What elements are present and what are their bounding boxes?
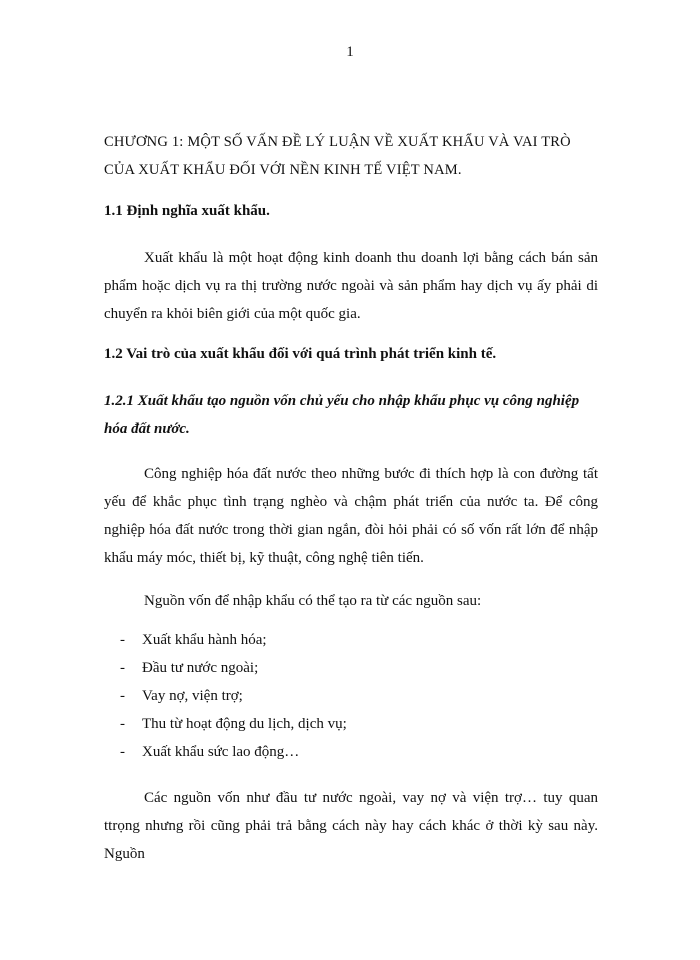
list-item <box>104 710 347 738</box>
capital-sources-intro: Nguồn vốn để nhập khẩu có thể tạo ra từ các nguồn sau: <box>144 593 482 609</box>
page-number: 1 <box>346 44 354 60</box>
section-heading-1-1: 1.1 Định nghĩa xuất khẩu. <box>104 203 270 219</box>
section-heading-1-2: 1.2 Vai trò của xuất khẩu đối với quá trình phát triển kinh tế. <box>104 346 497 362</box>
list-item <box>104 654 347 682</box>
list-item-text: Thu từ hoạt động du lịch, dịch vụ; <box>142 716 347 732</box>
list-item-text: Xuất khẩu hành hóa; <box>142 632 267 648</box>
bullet-dash: - <box>120 716 125 732</box>
bullet-dash: - <box>120 744 125 760</box>
list-item <box>104 626 347 654</box>
industrialization-paragraph: Công nghiệp hóa đất nước theo những bước đi thích hợp là con đường tất yếu để khắc phục tình trạng nghèo và chậm phát triển của nước ta. Để công nghiệp hóa đất nước trong thời gian ngắn, đòi hỏi phải có số vốn rất lớn để nhập khẩu máy móc, thiết bị, kỹ thuật, công nghệ tiên tiến. <box>104 466 598 566</box>
list-item-text: Đầu tư nước ngoài; <box>142 660 259 676</box>
list-item-text: Xuất khẩu sức lao động… <box>142 744 300 760</box>
bullet-dash: - <box>120 660 125 676</box>
capital-sources-list <box>104 626 347 766</box>
list-item <box>104 738 347 766</box>
list-item <box>104 682 347 710</box>
list-item-text: Vay nợ, viện trợ; <box>142 688 243 704</box>
foreign-capital-paragraph: Các nguồn vốn như đầu tư nước ngoài, vay nợ và viện trợ… tuy quan ttrọng nhưng rồi cũng phải trả bằng cách này hay cách khác ở thời kỳ sau này. Nguồn <box>104 790 598 862</box>
bullet-dash: - <box>120 688 125 704</box>
definition-paragraph: Xuất khẩu là một hoạt động kinh doanh thu doanh lợi bằng cách bán sản phẩm hoặc dịch vụ ra thị trường nước ngoài và sản phẩm hay dịch vụ ấy phải di chuyển ra khỏi biên giới của một quốc gia. <box>104 250 598 322</box>
subsection-heading-1-2-1: 1.2.1 Xuất khẩu tạo nguồn vốn chủ yếu cho nhập khẩu phục vụ công nghiệp hóa đất nước. <box>104 393 580 437</box>
bullet-dash: - <box>120 632 125 648</box>
chapter-title: CHƯƠNG 1: MỘT SỐ VẤN ĐỀ LÝ LUẬN VỀ XUẤT KHẨU VÀ VAI TRÒ CỦA XUẤT KHẨU ĐỐI VỚI NỀN KINH TẾ VIỆT NAM. <box>104 134 571 178</box>
